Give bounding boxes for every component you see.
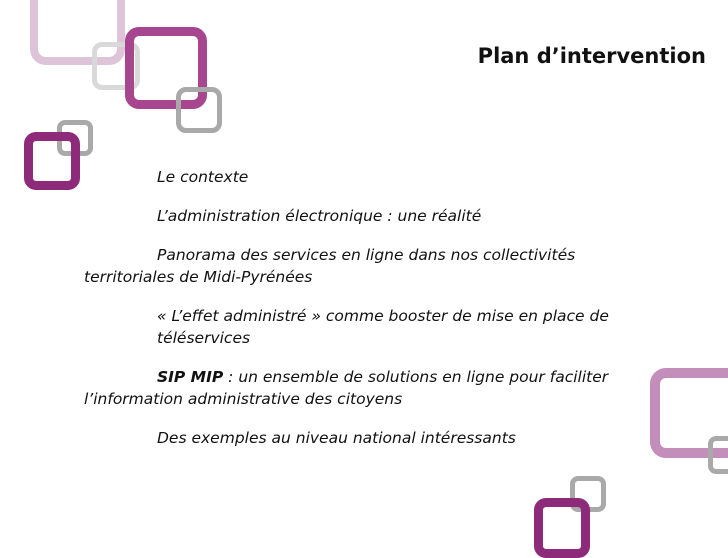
agenda-list xyxy=(84,166,684,466)
item-text-continued: l’information administrative des citoyens xyxy=(84,390,403,408)
list-item xyxy=(84,305,684,349)
list-item xyxy=(84,166,684,188)
item-bold-text: SIP MIP xyxy=(157,368,224,386)
decorative-square xyxy=(176,87,222,133)
item-text: Le contexte xyxy=(157,168,249,186)
item-text: Des exemples au niveau national intéressants xyxy=(157,429,516,447)
list-item xyxy=(84,244,684,288)
item-text: : un ensemble de solutions en ligne pour faciliter xyxy=(223,368,609,386)
decorative-square xyxy=(708,436,728,474)
decorative-square xyxy=(24,132,80,190)
list-item xyxy=(84,366,684,410)
item-text: « L’effet administré » comme booster de mise en place de xyxy=(157,307,609,325)
item-text: L’administration électronique : une réalité xyxy=(157,207,482,225)
item-text-continued: téléservices xyxy=(157,329,251,347)
decorative-square xyxy=(534,498,590,558)
item-text-continued: territoriales de Midi-Pyrénées xyxy=(84,268,313,286)
list-item xyxy=(84,205,684,227)
slide-title: Plan d’intervention xyxy=(477,44,706,68)
item-text: Panorama des services en ligne dans nos collectivités xyxy=(157,246,576,264)
list-item xyxy=(84,427,684,449)
